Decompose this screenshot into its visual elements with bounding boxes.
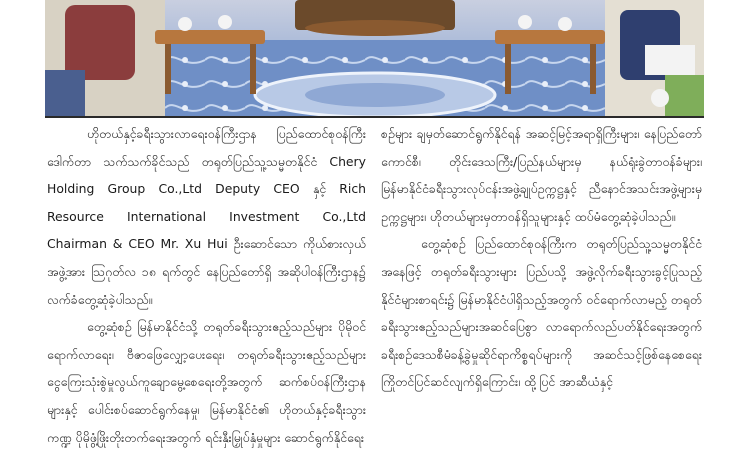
- article-left-column: [47, 120, 366, 460]
- paragraph: ဟိုတယ်နှင့်ခရီးသွားလာရေးဝန်ကြီးဌာန ပြည်ထောင်စုဝန်ကြီး ဒေါက်တာ သက်သက်ခိုင်သည် တရုတ်ပြည်သူ့သမ္မတနိုင်ငံ Chery Holding Group Co.,Ltd Deputy CEO နှင့် Rich Resource International Investment Co.,Ltd Chairman & CEO Mr. Xu Hui ဦးဆောင်သော ကိုယ်စားလှယ်အဖွဲ့အား ဩဂုတ်လ ၁၈ ရက်တွင် နေပြည်တော်ရှိ အဆိုပါဝန်ကြီးဌာန၌ လက်ခံတွေ့ဆုံခဲ့ပါသည်။: [47, 126, 366, 307]
- paragraph: တွေ့ဆုံစဉ် ပြည်ထောင်စုဝန်ကြီးက တရုတ်ပြည်သူ့သမ္မတနိုင်ငံအနေဖြင့် တရုတ်ခရီးသွားများ ပြည်ပသို့ အဖွဲ့လိုက်ခရီးသွားခွင့်ပြုသည့် နိုင်ငံများစာရင်း၌ မြန်မာနိုင်ငံပါရှိသည့်အတွက် ဝင်ရောက်လာမည့် တရုတ်ခရီးသွားဧည့်သည်များအဆင်ပြေစွာ လာရောက်လည်ပတ်နိုင်ရေးအတွက် ခရီးစဉ်ဒေသစီမံခန့်ခွဲမှုဆိုင်ရာကိစ္စရပ်များကို အဆင်သင့်ဖြစ်နေစေရေး ကြိုတင်ပြင်ဆင်လျက်ရှိကြောင်း၊ ထို့ပြင် အာဆီယံနှင့်: [381, 236, 702, 390]
- paragraph: တွေ့ဆုံစဉ် မြန်မာနိုင်ငံသို့ တရုတ်ခရီးသွားဧည့်သည်များ ပိုမိုဝင်ရောက်လာရေး၊ ဗီဇာဖြေလျှော့ပေးရေး၊ တရုတ်ခရီးသွားဧည့်သည်များ ငွေကြေးသုံးစွဲမှုလွယ်ကူချောမွေ့စေရေးတို့အတွက် ဆက်စပ်ဝန်ကြီးဌာနများနှင့် ပေါင်းစပ်ဆောင်ရွက်နေမှု၊ မြန်မာနိုင်ငံ၏ ဟိုတယ်နှင့်ခရီးသွားကဏ္ဍ ပိုမိုဖွံ့ဖြိုးတိုးတက်ရေးအတွက် ရင်းနှီးမြှုပ်နှံမှုများ ဆောင်ရွက်နိုင်ရေး: [47, 319, 366, 445]
- article-right-column: [381, 120, 702, 460]
- meeting-room-photo-icon: [45, 0, 704, 118]
- paragraph: စဉ်များ ချမှတ်ဆောင်ရွက်နိုင်ရန် အဆင့်မြင့်အရာရှိကြီးများ၊ နေပြည်တော်ကောင်စီ၊ တိုင်းဒေသကြီး/ပြည်နယ်များမှ နယ်ရုံးခွဲတာဝန်ခံများ၊ မြန်မာနိုင်ငံခရီးသွားလုပ်ငန်းအဖွဲ့ချုပ်ဥက္ကဋ္ဌနှင့် ညီနောင်အသင်းအဖွဲ့များမှ ဥက္ကဋ္ဌများ၊ ဟိုတယ်များမှတာဝန်ရှိသူများနှင့် ထပ်မံတွေ့ဆုံခဲ့ပါသည်။: [381, 126, 702, 224]
- meeting-photo: [45, 0, 704, 118]
